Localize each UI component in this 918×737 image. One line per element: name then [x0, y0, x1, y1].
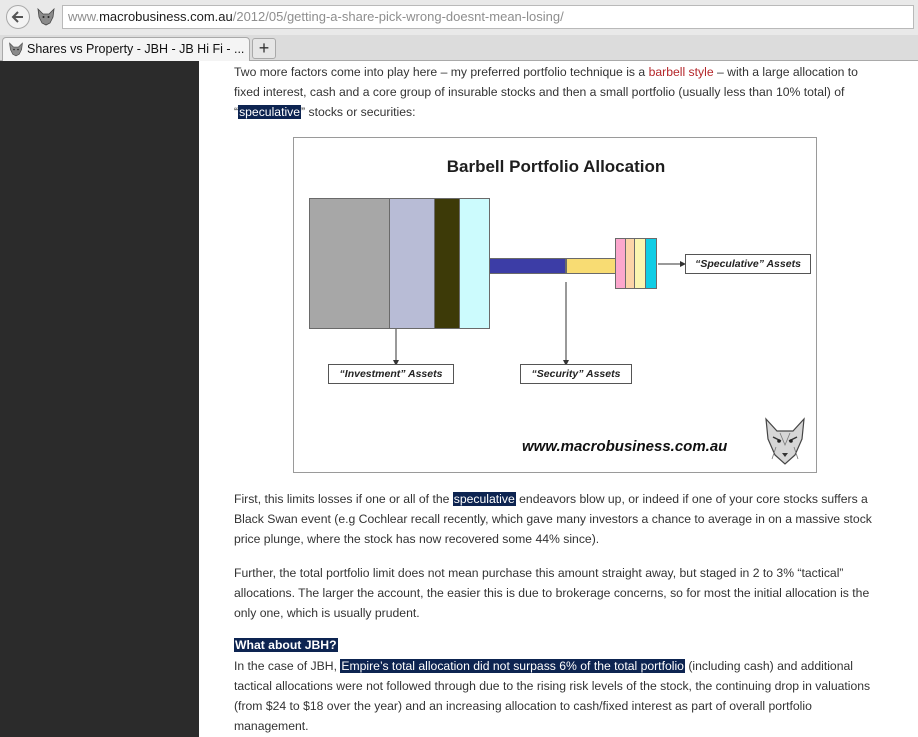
barbell-figure: [293, 137, 817, 473]
jbh-text-b: (including cash) and additional tactical allocations were not followed through due to the rising risk levels of the stock, the continuing drop in valuations (from $24 to $18 over the year) and an increasing allocation to cash/fixed interest as part of overall portfolio management.: [234, 659, 871, 733]
stack-cyan: [645, 238, 657, 289]
section-heading: [234, 636, 338, 654]
paragraph-further: Further, the total portfolio limit does not mean purchase this amount straight away, but staged in 2 to 3% “tactical” allocations. The larger the account, the easier this is due to brokerage concerns, so for most the initial allocation is the only one, which is usually prudent.: [234, 566, 870, 620]
url-bar-area: [0, 0, 918, 36]
heading-jbh: What about JBH?: [235, 638, 337, 652]
tab-title: Shares vs Property - JBH - JB Hi Fi - ...: [27, 42, 245, 56]
highlighted-speculative-2: speculative: [453, 492, 515, 506]
back-arrow-icon: [11, 10, 25, 24]
label-investment-assets: “Investment” Assets: [328, 364, 454, 384]
highlighted-speculative: speculative: [239, 105, 301, 119]
bar-yellow: [566, 258, 616, 274]
figure-site-url: www.macrobusiness.com.au: [522, 438, 728, 455]
wolf-logo-icon: [762, 417, 808, 467]
block-lavender: [389, 198, 435, 329]
block-dark-olive: [434, 198, 460, 329]
article-content: [199, 61, 918, 737]
new-tab-button[interactable]: +: [252, 38, 276, 59]
back-button[interactable]: [6, 5, 30, 29]
label-security-assets: “Security” Assets: [520, 364, 632, 384]
paragraph-first: [234, 489, 882, 549]
paragraph-intro: [234, 62, 882, 122]
paragraph-jbh: [234, 656, 882, 736]
url-path: /2012/05/getting-a-share-pick-wrong-doesnt-mean-losing/: [232, 9, 564, 24]
url-domain: macrobusiness.com.au: [99, 9, 233, 24]
intro-text-c: ” stocks or securities:: [301, 105, 416, 119]
highlighted-allocation: Empire’s total allocation did not surpass 6% of the total portfolio: [341, 659, 684, 673]
wolf-favicon-icon: [8, 42, 24, 57]
intro-text-a: Two more factors come into play here – my preferred portfolio technique is a: [234, 65, 649, 79]
url-scheme: www.: [68, 9, 100, 24]
bar-blue: [489, 258, 566, 274]
block-grey: [309, 198, 390, 329]
address-input[interactable]: [62, 5, 914, 29]
barbell-style-link[interactable]: barbell style: [648, 65, 714, 79]
tab-active[interactable]: [2, 37, 250, 61]
first-text-a: First, this limits losses if one or all of the: [234, 492, 453, 506]
label-speculative-assets: “Speculative” Assets: [685, 254, 811, 274]
intro-text-b: – with a large allocation to fixed interest, cash and a core group of insurable stocks and then a small portfolio (usually less than 10% total) of “: [234, 65, 858, 119]
block-pale-cyan: [459, 198, 490, 329]
tab-strip: [0, 35, 918, 61]
first-text-b: endeavors blow up, or indeed if one of your core stocks suffers a Black Swan event (e.g Cochlear recall recently, which gave many investors a chance to average in on a massive stock price plunge, where the stock has now recovered some 44% since).: [234, 492, 872, 546]
wolf-favicon-icon: [36, 8, 56, 26]
left-sidebar: [0, 61, 199, 737]
jbh-text-a: In the case of JBH,: [234, 659, 341, 673]
figure-title: Barbell Portfolio Allocation: [446, 157, 666, 176]
